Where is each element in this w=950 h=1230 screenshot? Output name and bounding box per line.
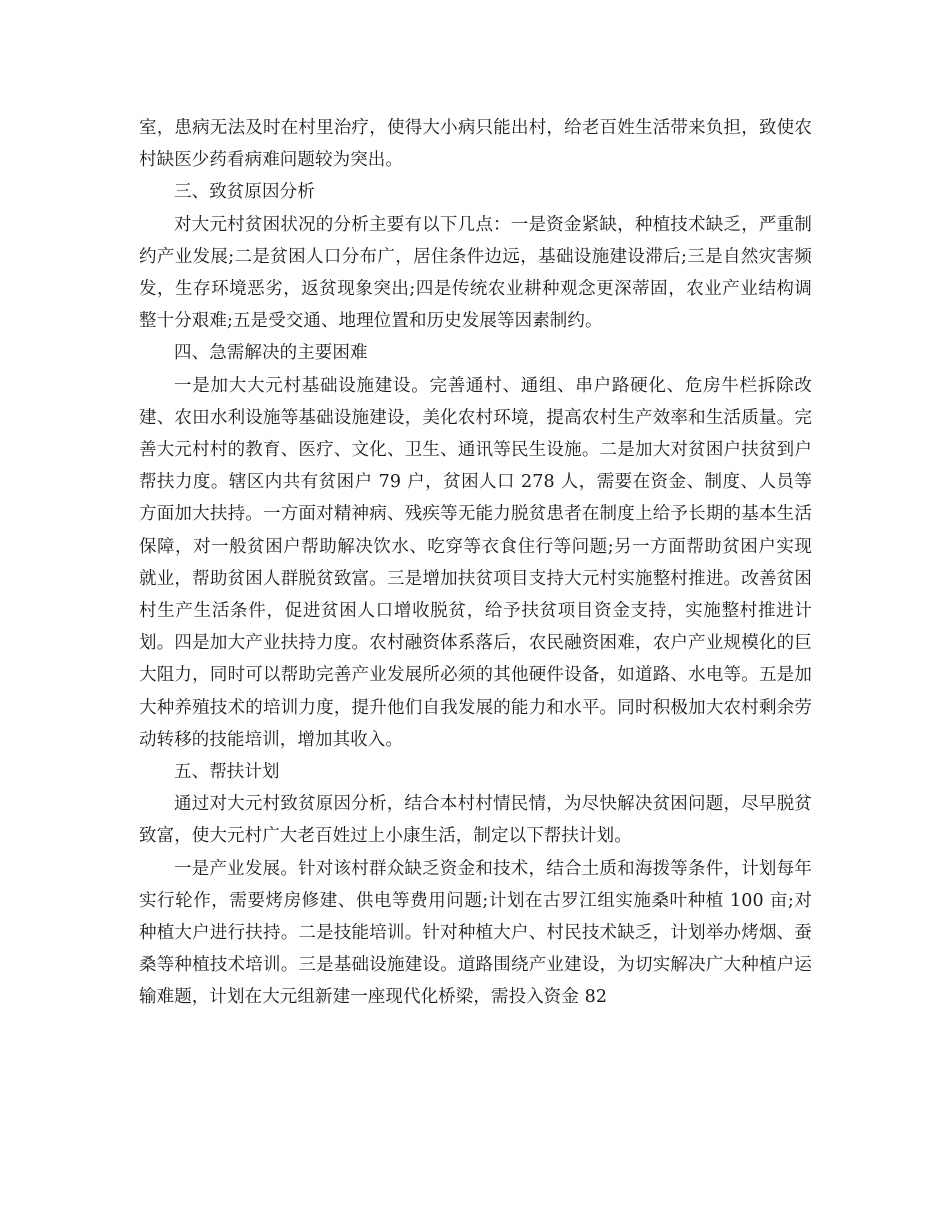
paragraph-continuation: 室，患病无法及时在村里治疗，使得大小病只能出村，给老百姓生活带来负担，致使农村缺医少药看病难问题较为突出。 <box>139 118 812 171</box>
paragraph-industry-development: 一是产业发展。针对该村群众缺乏资金和技术，结合土质和海拨等条件，计划每年实行轮作，需要烤房修建、供电等费用问题;计划在古罗江组实施桑叶种植 100 亩;对种植大户进行扶持。二是技能培训。针对种植大户、村民技术缺乏，计划举办烤烟、蚕桑等种植技术培训。三是基础设施建设。道路围绕产业建设，为切实解决广大种植户运输难题，计划在大元组新建一座现代化桥梁，需投入资金 82 <box>139 858 812 1008</box>
section-heading-3: 三、致贫原因分析 <box>174 182 315 203</box>
paragraph-poverty-causes: 对大元村贫困状况的分析主要有以下几点：一是资金紧缺，种植技术缺乏，严重制约产业发展;二是贫困人口分布广，居住条件边远，基础设施建设滞后;三是自然灾害频发，生存环境恶劣，返贫现象突出;四是传统农业耕种观念更深蒂固，农业产业结构调整十分艰难;五是受交通、地理位置和历史发展等因素制约。 <box>139 214 812 332</box>
section-heading-5: 五、帮扶计划 <box>174 762 280 783</box>
document-page <box>139 112 812 1014</box>
section-heading-4: 四、急需解决的主要困难 <box>174 343 368 364</box>
paragraph-plan-intro: 通过对大元村致贫原因分析，结合本村村情民情，为尽快解决贫困问题，尽早脱贫致富，使大元村广大老百姓过上小康生活，制定以下帮扶计划。 <box>139 794 812 847</box>
paragraph-main-difficulties: 一是加大大元村基础设施建设。完善通村、通组、串户路硬化、危房牛栏拆除改建、农田水利设施等基础设施建设，美化农村环境，提高农村生产效率和生活质量。完善大元村村的教育、医疗、文化、卫生、通讯等民生设施。二是加大对贫困户扶贫到户帮扶力度。辖区内共有贫困户 79 户，贫困人口 278 人，需要在资金、制度、人员等方面加大扶持。一方面对精神病、残疾等无能力脱贫患者在制度上给予长期的基本生活保障，对一般贫困户帮助解决饮水、吃穿等衣食住行等问题;另一方面帮助贫困户实现就业，帮助贫困人群脱贫致富。三是增加扶贫项目支持大元村实施整村推进。改善贫困村生产生活条件，促进贫困人口增收脱贫，给予扶贫项目资金支持，实施整村推进计划。四是加大产业扶持力度。农村融资体系落后，农民融资困难，农户产业规模化的巨大阻力，同时可以帮助完善产业发展所必须的其他硬件设备，如道路、水电等。五是加大种养殖技术的培训力度，提升他们自我发展的能力和水平。同时积极加大农村剩余劳动转移的技能培训，增加其收入。 <box>139 375 812 750</box>
